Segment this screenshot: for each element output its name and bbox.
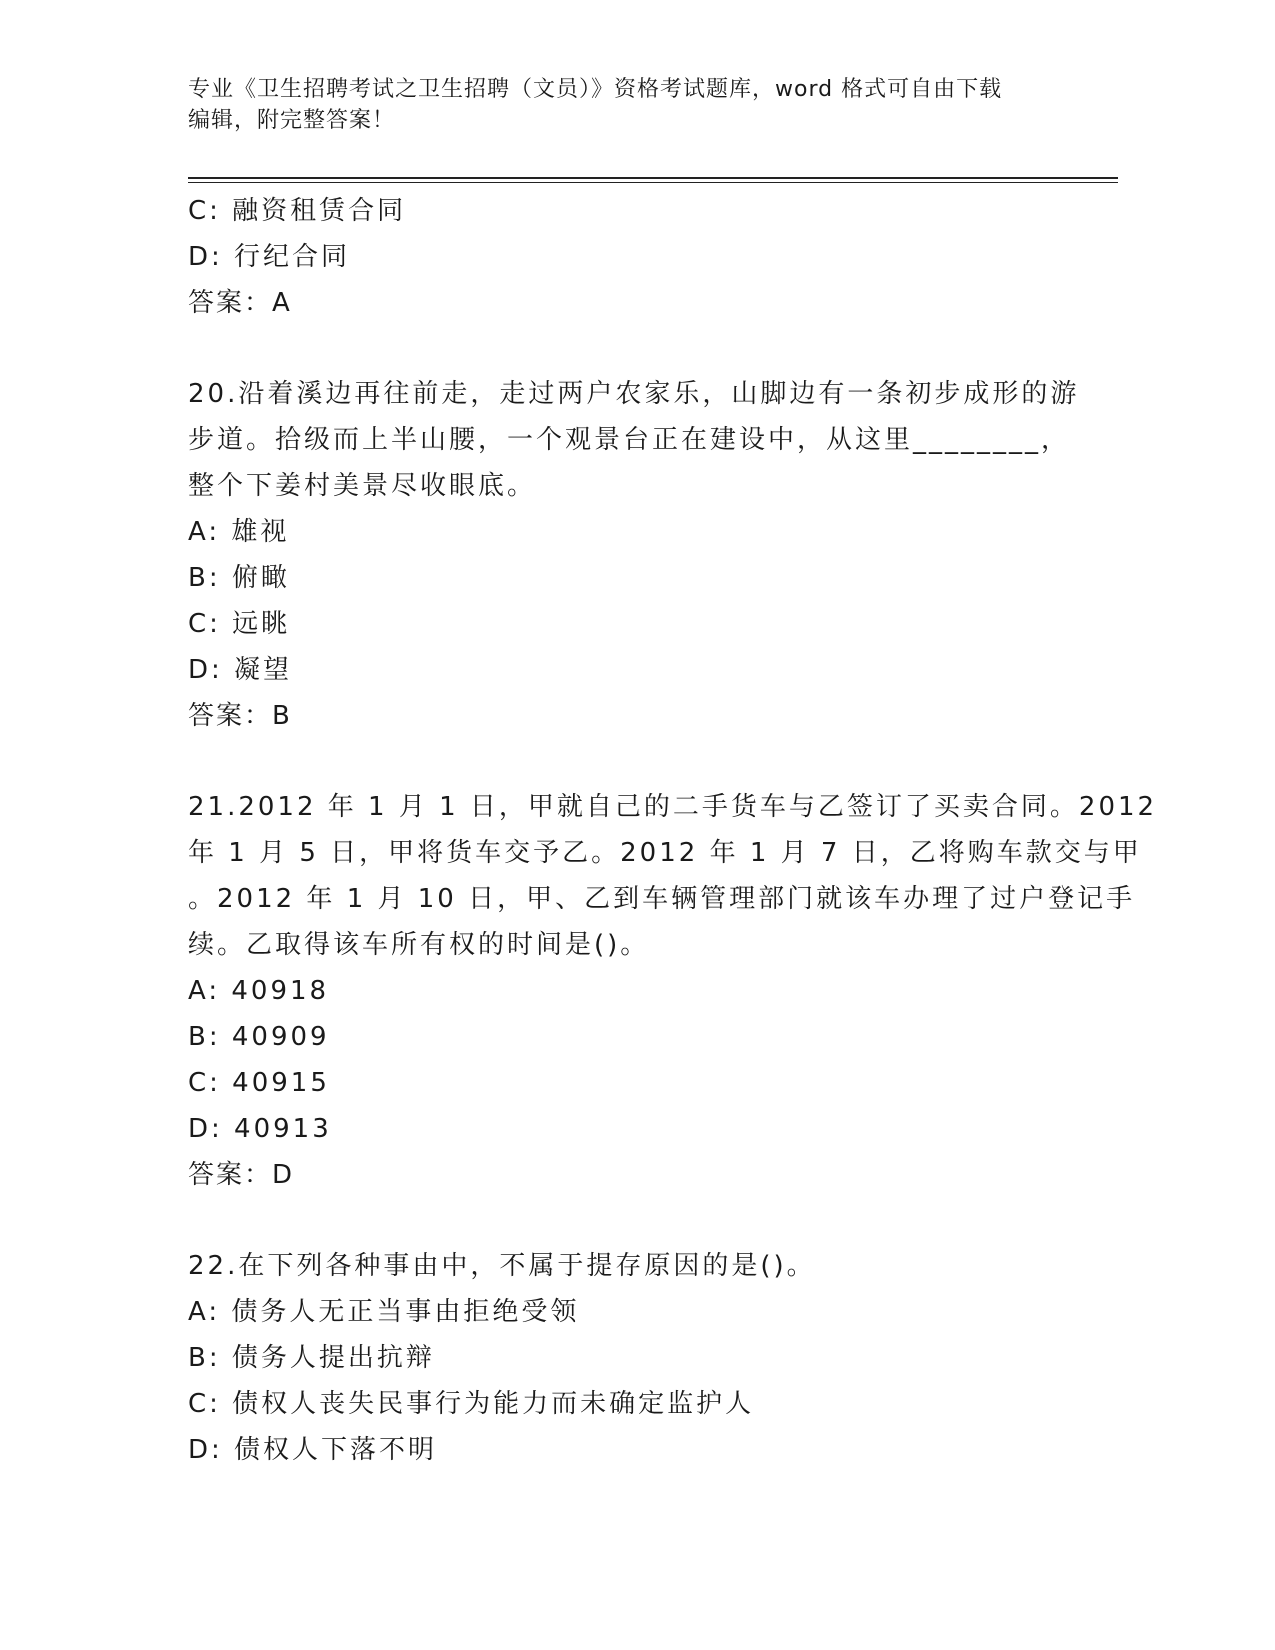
answer-label: 答案：B [188,701,292,731]
option-c: C: 债权人丧失民事行为能力而未确定监护人 [188,1389,755,1419]
option-d: D: 40913 [188,1114,332,1144]
header-line-1: 专业《卫生招聘考试之卫生招聘（文员）》资格考试题库，word 格式可自由下载 [188,77,1003,102]
question-stem-line: 22.在下列各种事由中，不属于提存原因的是()。 [188,1251,816,1281]
option-c: C: 远眺 [188,609,291,639]
question-stem-line: 。2012 年 1 月 10 日，甲、乙到车辆管理部门就该车办理了过户登记手 [188,884,1136,914]
question-22 [188,1243,1118,1473]
header-rule-thick [188,177,1118,179]
header-rule-thin [188,182,1118,183]
spacer [188,326,1118,371]
question-stem-line: 续。乙取得该车所有权的时间是()。 [188,930,650,960]
option-a: A: 债务人无正当事由拒绝受领 [188,1297,580,1327]
spacer [188,739,1118,784]
option-a: A: 雄视 [188,517,290,547]
question-19 [188,188,1118,326]
option-d: D: 凝望 [188,655,293,685]
question-stem-line: 整个下姜村美景尽收眼底。 [188,471,537,501]
question-content [188,188,1158,1473]
header-line-2: 编辑，附完整答案！ [188,108,396,133]
option-d: D: 行纪合同 [188,242,351,272]
question-20 [188,371,1118,739]
option-d: D: 债权人下落不明 [188,1435,438,1465]
question-stem-line: 步道。拾级而上半山腰，一个观景台正在建设中，从这里________， [188,425,1071,455]
option-b: B: 俯瞰 [188,563,290,593]
option-c: C: 40915 [188,1068,330,1098]
option-b: B: 40909 [188,1022,330,1052]
question-stem-line: 21.2012 年 1 月 1 日，甲就自己的二手货车与乙签订了买卖合同。2012 [188,792,1158,822]
question-stem-line: 20.沿着溪边再往前走，走过两户农家乐，山脚边有一条初步成形的游 [188,379,1080,409]
option-c: C: 融资租赁合同 [188,196,407,226]
spacer [188,1198,1118,1243]
document-header [188,74,1068,136]
option-a: A: 40918 [188,976,330,1006]
question-stem-line: 年 1 月 5 日，甲将货车交予乙。2012 年 1 月 7 日，乙将购车款交与甲 [188,838,1142,868]
answer-label: 答案：D [188,1160,295,1190]
question-21 [188,784,1158,1198]
option-b: B: 债务人提出抗辩 [188,1343,435,1373]
answer-label: 答案：A [188,288,292,318]
